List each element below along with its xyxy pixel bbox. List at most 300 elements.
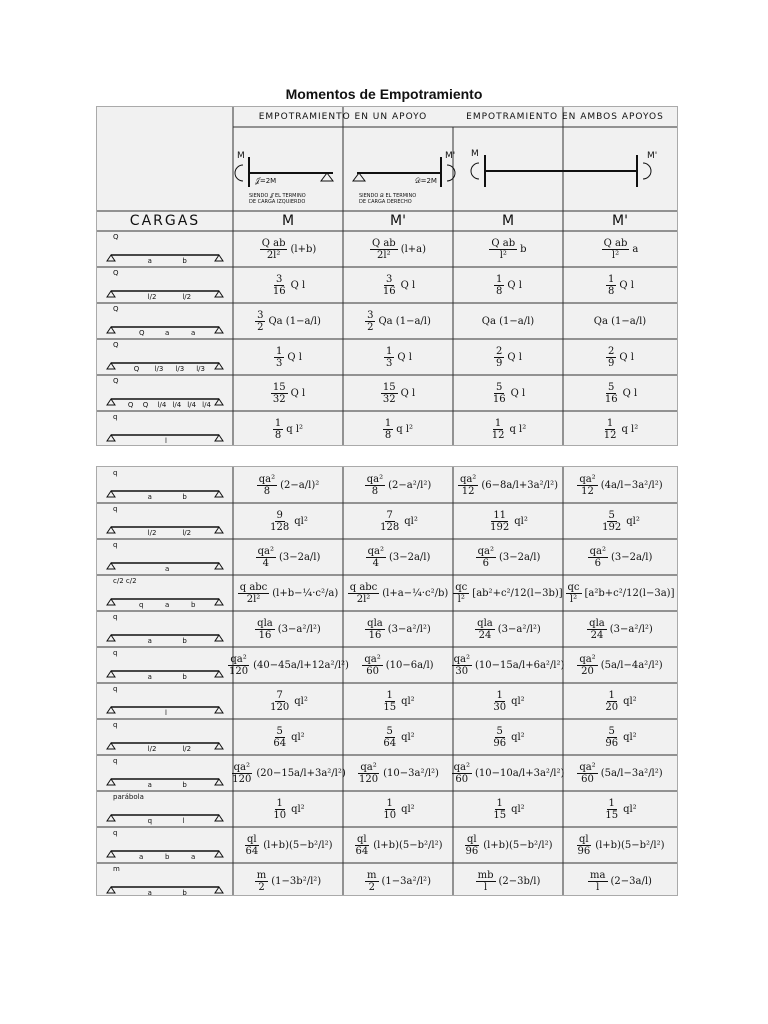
fraction — [255, 618, 275, 641]
denominator: 30 — [455, 665, 469, 677]
load-label: q — [139, 601, 144, 609]
formula-rest: (3−a²/l²) — [609, 623, 653, 635]
formula-cell — [233, 411, 343, 447]
table-single-and-double-fixed — [96, 106, 678, 446]
fraction — [452, 654, 472, 677]
formula-cell — [233, 503, 343, 539]
formula-cell — [453, 267, 563, 303]
numerator: Q ab — [603, 237, 628, 249]
denominator: 8 — [371, 485, 379, 497]
fraction — [490, 418, 507, 441]
fraction — [606, 346, 616, 369]
denominator: 8 — [384, 429, 392, 441]
fraction — [494, 346, 504, 369]
load-label: b — [182, 889, 187, 897]
formula-rest: ql² — [404, 515, 418, 527]
formula-cell — [563, 827, 677, 863]
formula-cell — [343, 863, 453, 899]
numerator: 5 — [496, 381, 503, 393]
load-label: l/2 — [147, 745, 157, 753]
numerator: 3 — [367, 309, 374, 321]
formula-rest: ql² — [623, 803, 637, 815]
formula-cell — [453, 683, 563, 719]
denominator: l² — [611, 249, 620, 261]
denominator: 10 — [383, 809, 397, 821]
fraction — [260, 238, 288, 261]
denominator: 16 — [492, 393, 506, 405]
formula-cell — [453, 719, 563, 755]
load-label: q — [113, 413, 118, 421]
numerator: 9 — [276, 509, 283, 521]
load-label: b — [182, 257, 187, 265]
numerator: qa² — [453, 653, 470, 665]
load-label: q — [113, 829, 118, 837]
load-label: a — [191, 853, 196, 861]
numerator: q abc — [239, 581, 268, 593]
fraction — [602, 418, 619, 441]
denominator: 20 — [605, 701, 619, 713]
formula-rest: ql² — [623, 731, 637, 743]
load-label: a — [191, 329, 196, 337]
fraction — [463, 834, 480, 857]
numerator: qla — [257, 617, 273, 629]
formula-cell — [343, 539, 453, 575]
load-label: q — [113, 469, 118, 477]
denominator: 120 — [229, 665, 249, 677]
load-label: parábola — [113, 793, 144, 801]
numerator: 1 — [494, 417, 502, 429]
load-label: a — [147, 637, 152, 645]
formula-rest: (4a/l−3a²/l²) — [600, 479, 663, 491]
column-header-cargas: CARGAS — [129, 213, 201, 229]
formula-cell — [453, 503, 563, 539]
numerator: qla — [477, 617, 493, 629]
denominator: l² — [569, 593, 578, 605]
fraction — [256, 546, 276, 569]
formula-cell — [233, 611, 343, 647]
column-header-m-prime-double: M' — [612, 213, 628, 229]
formula-rest: (l+b)(5−b²/l²) — [595, 839, 665, 851]
load-label: b — [191, 601, 196, 609]
denominator: 12 — [491, 429, 505, 441]
denominator: 2l² — [246, 593, 261, 605]
load-label: a — [147, 673, 152, 681]
fraction — [381, 690, 398, 713]
load-label: l/2 — [147, 293, 157, 301]
denominator: 192 — [602, 521, 622, 533]
diagram-left-moment: 𝒥=2M — [255, 177, 277, 185]
fraction — [271, 726, 288, 749]
formula-rest: (3−2a/l) — [610, 551, 653, 563]
formula-rest: (2−a/l)² — [280, 479, 320, 491]
formula-rest: (6−8a/l+3a²/l²) — [481, 479, 559, 491]
numerator: qa² — [364, 653, 381, 665]
formula-cell — [563, 231, 677, 267]
fraction — [453, 582, 469, 605]
numerator: ql — [579, 833, 589, 845]
formula-cell — [563, 411, 677, 447]
denominator: 128 — [380, 521, 400, 533]
numerator: qc — [567, 581, 580, 593]
fraction — [577, 474, 597, 497]
numerator: qa² — [367, 545, 384, 557]
formula-rest: (10−15a/l+6a²/l²) — [474, 659, 565, 671]
formula-rest: Qa (1−a/l) — [268, 315, 321, 327]
load-label: l/4 — [202, 401, 211, 409]
denominator: 20 — [581, 665, 594, 677]
denominator: 12 — [581, 485, 594, 497]
formula-rest: ql² — [514, 515, 528, 527]
fraction — [476, 870, 496, 893]
numerator: 5 — [608, 725, 615, 737]
denominator: 2 — [368, 881, 375, 893]
denominator: 16 — [382, 285, 396, 297]
formula-rest: ql² — [401, 803, 415, 815]
formula-cell — [343, 411, 453, 447]
denominator: 96 — [465, 845, 479, 857]
denominator: 6 — [482, 557, 489, 569]
header-beam-diagrams — [235, 155, 651, 187]
denominator: 9 — [608, 357, 615, 369]
fraction — [378, 510, 401, 533]
fraction — [273, 418, 283, 441]
formula-cell — [453, 303, 563, 339]
formula-rest: Q l — [510, 387, 526, 399]
denominator: 15 — [493, 809, 507, 821]
formula-rest: (2−3b/l) — [498, 875, 541, 887]
numerator: 11 — [493, 509, 507, 521]
fraction — [577, 762, 597, 785]
formula-rest: Q l — [287, 351, 302, 363]
formula-rest: Q l — [619, 351, 634, 363]
load-label: l — [165, 709, 167, 717]
fraction — [365, 870, 378, 893]
load-label: m — [113, 865, 120, 873]
fraction — [255, 310, 265, 333]
formula-rest: (10−6a/l) — [385, 659, 434, 671]
numerator: qla — [589, 617, 605, 629]
formula-cell — [453, 339, 563, 375]
numerator: qa² — [579, 473, 596, 485]
formula-cell — [343, 647, 453, 683]
fraction — [365, 618, 385, 641]
numerator: 1 — [386, 797, 393, 809]
formula-rest: (3−a²/l²) — [497, 623, 541, 635]
numerator: 1 — [274, 417, 282, 429]
numerator: 1 — [608, 797, 615, 809]
load-label: l — [165, 437, 167, 445]
fraction — [271, 382, 288, 405]
formula-cell — [563, 375, 677, 411]
formula-cell — [233, 575, 343, 611]
load-label: l/3 — [154, 365, 164, 373]
fraction — [588, 546, 608, 569]
formula-cell — [453, 647, 563, 683]
formula-cell — [563, 467, 677, 503]
fraction — [255, 870, 268, 893]
fraction — [476, 546, 496, 569]
numerator: qa² — [360, 761, 377, 773]
fraction — [452, 762, 472, 785]
diagram-mid-m: M' — [445, 151, 456, 161]
denominator: 30 — [493, 701, 507, 713]
formula-rest: (3−2a/l) — [278, 551, 321, 563]
numerator: 1 — [386, 345, 393, 357]
denominator: 32 — [382, 393, 396, 405]
load-label: a — [139, 853, 144, 861]
denominator: 2l² — [377, 249, 391, 261]
fraction — [606, 274, 616, 297]
load-label: b — [182, 673, 187, 681]
load-label: q — [113, 649, 118, 657]
table-distributed-loads — [96, 466, 678, 896]
page-title: Momentos de Empotramiento — [285, 86, 483, 102]
denominator: 60 — [455, 773, 469, 785]
formula-cell — [232, 755, 346, 791]
denominator: 16 — [604, 393, 618, 405]
numerator: Q ab — [261, 237, 286, 249]
denominator: l² — [457, 593, 465, 605]
numerator: m — [256, 869, 267, 881]
formula-rest: (l+a) — [400, 243, 427, 255]
numerator: 15 — [272, 381, 286, 393]
fraction — [575, 834, 592, 857]
denominator: 15 — [383, 701, 397, 713]
numerator: qa² — [579, 653, 596, 665]
load-label: Q — [113, 341, 119, 349]
formula-rest: ql² — [511, 731, 525, 743]
formula-rest: [ab²+c²/12(l−3b)] — [472, 587, 563, 599]
formula-cell — [563, 611, 677, 647]
formula-rest: (3−a²/l²) — [277, 623, 321, 635]
formula-rest: ql² — [511, 695, 525, 707]
fraction — [257, 474, 277, 497]
denominator: 2 — [258, 881, 265, 893]
formula-rest: (1−3a²/l²) — [381, 875, 431, 887]
formula-rest: Q l — [507, 279, 522, 291]
load-label: a — [147, 257, 152, 265]
formula-rest: (5a/l−4a²/l²) — [600, 659, 663, 671]
formula-cell — [233, 467, 343, 503]
load-label: a — [147, 781, 152, 789]
formula-cell — [453, 539, 563, 575]
formula-rest: ql² — [401, 695, 415, 707]
formula-cell — [453, 863, 563, 899]
formula-cell — [563, 647, 677, 683]
formula-rest: ql² — [294, 695, 308, 707]
numerator: m — [367, 869, 377, 881]
formula-cell — [343, 755, 453, 791]
formula-cell — [453, 411, 563, 447]
column-header-m-double: M — [501, 213, 515, 229]
denominator: 96 — [577, 845, 591, 857]
formula-cell — [343, 503, 453, 539]
formula-rest: b — [520, 243, 527, 255]
formula-rest: (3−2a/l) — [388, 551, 431, 563]
formula-rest: (20−15a/l+3a²/l²) — [256, 767, 346, 779]
formula-rest: Q l — [400, 387, 416, 399]
fraction — [271, 798, 288, 821]
formula-rest: Q l — [290, 387, 306, 399]
fraction — [268, 690, 291, 713]
fraction — [268, 510, 291, 533]
formula-cell — [453, 755, 563, 791]
formula-rest: (2−a²/l²) — [388, 479, 432, 491]
denominator: 15 — [605, 809, 619, 821]
diagram-mid-note: SIENDO 𝒟 EL TERMINO DE CARGA DERECHO — [359, 193, 417, 205]
load-label: Q — [133, 365, 140, 373]
fraction — [600, 510, 623, 533]
formula-cell — [563, 303, 677, 339]
formula-cell — [563, 863, 677, 899]
numerator: 5 — [496, 725, 503, 737]
numerator: mb — [477, 869, 494, 881]
formula-rest: (1−3b²/l²) — [271, 875, 322, 887]
numerator: qc — [455, 581, 468, 593]
fraction — [348, 582, 380, 605]
formula-cell — [233, 375, 343, 411]
formula-rest: ql² — [291, 803, 305, 815]
load-label: Q — [113, 269, 119, 277]
formula-rest: (l+b−¼·c²/a) — [272, 587, 339, 599]
formula-cell — [233, 231, 343, 267]
load-label: a — [147, 889, 152, 897]
load-label: q — [113, 721, 118, 729]
formula-cell — [563, 755, 677, 791]
load-label: a — [165, 329, 170, 337]
numerator: ql — [357, 833, 367, 845]
load-label: a — [165, 601, 170, 609]
load-label: Q — [113, 377, 119, 385]
formula-cell — [233, 719, 343, 755]
formula-cell — [343, 719, 453, 755]
denominator: 96 — [605, 737, 619, 749]
formula-rest: (2−3a/l) — [610, 875, 652, 887]
formula-rest: ql² — [294, 515, 308, 527]
denominator: 96 — [493, 737, 507, 749]
denominator: 64 — [273, 737, 287, 749]
formula-cell — [563, 503, 677, 539]
formula-cell — [343, 303, 453, 339]
denominator: 8 — [274, 429, 282, 441]
formula-cell — [453, 375, 563, 411]
fraction — [384, 346, 394, 369]
fraction — [362, 654, 382, 677]
diagram-mid-moment: 𝒟=2M — [415, 177, 437, 185]
denominator: 2l² — [356, 593, 371, 605]
formula-rest: (3−a²/l²) — [387, 623, 431, 635]
load-label: q — [147, 817, 153, 825]
formula-rest: Q l — [400, 279, 416, 291]
denominator: 4 — [262, 557, 269, 569]
numerator: 1 — [384, 417, 392, 429]
denominator: 60 — [366, 665, 379, 677]
formula-rest: Qa (1−a/l) — [593, 315, 647, 327]
formula-cell — [343, 375, 453, 411]
fraction — [587, 618, 607, 641]
load-label: l/3 — [175, 365, 185, 373]
diagram-left-note: SIENDO 𝒥 EL TERMINO DE CARGA IZQUIERDO — [249, 193, 306, 205]
numerator: qa² — [230, 653, 247, 665]
denominator: 64 — [355, 845, 369, 857]
formula-cell — [343, 575, 453, 611]
formula-cell — [233, 827, 343, 863]
fraction — [243, 834, 260, 857]
numerator: Q ab — [371, 237, 396, 249]
fraction — [365, 474, 385, 497]
denominator: 64 — [245, 845, 259, 857]
numerator: 1 — [606, 417, 614, 429]
load-label: c/2 c/2 — [113, 577, 137, 585]
diagram-right-m-left: M — [471, 149, 479, 159]
formula-rest: (5a/l−3a²/l²) — [600, 767, 663, 779]
numerator: ql — [467, 833, 477, 845]
fraction — [370, 238, 398, 261]
fraction — [383, 418, 393, 441]
denominator: 192 — [490, 521, 510, 533]
formula-rest: (l+a−¼·c²/b) — [382, 587, 449, 599]
group-header-double: EMPOTRAMIENTO EN AMBOS APOYOS — [466, 112, 664, 122]
fraction — [271, 274, 288, 297]
denominator: 32 — [272, 393, 286, 405]
formula-cell — [563, 267, 677, 303]
fraction — [458, 474, 478, 497]
denominator: 3 — [386, 357, 393, 369]
column-header-m-prime-single: M' — [390, 213, 406, 229]
fraction — [381, 274, 398, 297]
denominator: 2 — [257, 321, 264, 333]
load-label: Q — [142, 401, 149, 409]
denominator: 60 — [581, 773, 594, 785]
formula-cell — [343, 827, 453, 863]
formula-rest: q l² — [286, 423, 304, 435]
denominator: 120 — [359, 773, 379, 785]
formula-cell — [229, 647, 349, 683]
numerator: 1 — [496, 797, 503, 809]
formula-rest: Qa (1−a/l) — [481, 315, 535, 327]
numerator: 1 — [386, 689, 393, 701]
numerator: 5 — [386, 725, 393, 737]
load-label: l/2 — [147, 529, 157, 537]
denominator: 10 — [273, 809, 287, 821]
denominator: 120 — [270, 701, 290, 713]
numerator: 1 — [608, 689, 615, 701]
load-label: q — [113, 685, 118, 693]
fraction — [230, 762, 253, 785]
formula-cell — [453, 791, 563, 827]
denominator: 8 — [263, 485, 271, 497]
formula-rest: (l+b) — [290, 243, 317, 255]
fraction — [491, 382, 508, 405]
formula-rest: (l+b)(5−b²/l²) — [373, 839, 443, 851]
formula-cell — [453, 827, 563, 863]
numerator: 3 — [257, 309, 264, 321]
load-label: l/4 — [172, 401, 182, 409]
fraction — [491, 798, 508, 821]
numerator: 5 — [276, 725, 283, 737]
fraction — [603, 798, 620, 821]
formula-rest: (3−2a/l) — [498, 551, 541, 563]
formula-rest: q l² — [621, 423, 639, 435]
formula-rest: q l² — [509, 423, 527, 435]
group-header-single: EMPOTRAMIENTO EN UN APOYO — [258, 112, 428, 122]
load-label: l/3 — [196, 365, 205, 373]
fraction — [353, 834, 370, 857]
denominator: l² — [499, 249, 507, 261]
numerator: 3 — [386, 273, 393, 285]
load-label: a — [147, 493, 152, 501]
numerator: q abc — [349, 581, 378, 593]
